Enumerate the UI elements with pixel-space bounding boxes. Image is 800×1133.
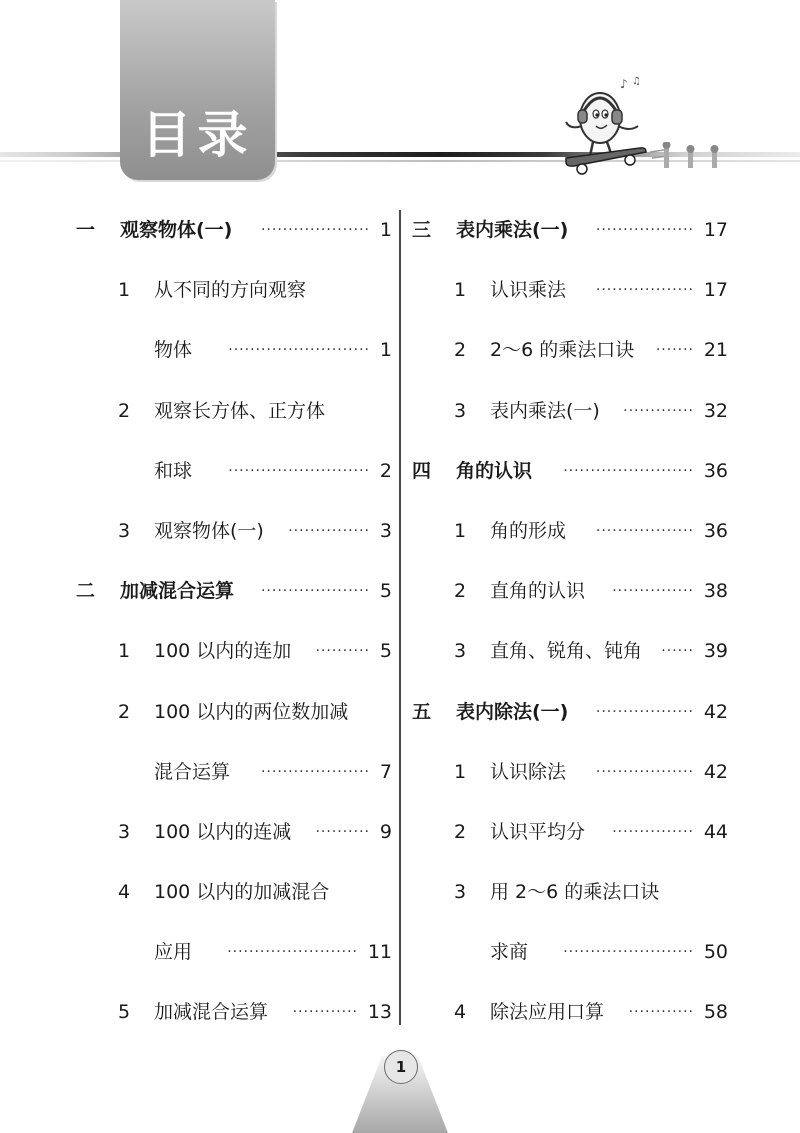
page-ref: 38 <box>703 580 728 603</box>
toc-right-entry-7 <box>412 621 728 681</box>
section-number: 2 <box>118 399 131 422</box>
section-title: 认识乘法 <box>490 279 567 302</box>
toc-left-entry-9 <box>76 742 392 802</box>
section-number: 2 <box>454 820 467 843</box>
page-ref: 58 <box>703 1001 728 1024</box>
section-number: 1 <box>454 519 467 542</box>
toc-right-entry-12 <box>412 922 728 982</box>
section-title: 认识平均分 <box>490 820 586 843</box>
decorative-ticks <box>660 142 740 172</box>
dot-leader: ··············· <box>612 583 694 600</box>
toc-left-entry-10 <box>76 802 392 862</box>
column-divider <box>399 210 401 1025</box>
section-number: 2 <box>118 700 131 723</box>
page-ref: 17 <box>703 219 728 241</box>
toc-left-entry-5 <box>76 501 392 561</box>
toc-left-column <box>76 200 392 1043</box>
toc-right-entry-13 <box>412 982 728 1042</box>
dot-leader: ············· <box>623 402 694 419</box>
toc-left-entry-11 <box>76 862 392 922</box>
chapter-title: 观察物体(一) <box>120 219 233 241</box>
chapter-number: 三 <box>412 219 432 241</box>
chapter-number: 二 <box>76 580 96 603</box>
page-ref: 44 <box>703 820 728 843</box>
toc-right-entry-0 <box>412 200 728 260</box>
section-title: 和球 <box>154 459 193 482</box>
toc-right-entry-5 <box>412 501 728 561</box>
page-ref: 17 <box>703 279 728 302</box>
page-ref: 9 <box>379 820 392 843</box>
section-title: 直角、锐角、钝角 <box>490 640 643 663</box>
section-number: 3 <box>454 881 467 904</box>
toc-right-entry-3 <box>412 381 728 441</box>
page-ref: 21 <box>703 339 728 362</box>
chapter-title: 加减混合运算 <box>120 580 235 603</box>
page-ref: 5 <box>379 580 392 603</box>
page-ref: 1 <box>379 339 392 362</box>
toc-right-entry-9 <box>412 742 728 802</box>
section-number: 1 <box>118 279 131 302</box>
dot-leader: ·················· <box>595 763 694 780</box>
toc-right-entry-2 <box>412 320 728 380</box>
dot-leader: ··············· <box>612 823 694 840</box>
page-ref: 42 <box>703 760 728 783</box>
dot-leader: ························ <box>563 462 694 479</box>
section-number: 3 <box>454 640 467 663</box>
section-number: 1 <box>454 760 467 783</box>
page-ref: 11 <box>367 941 392 964</box>
page-ref: 2 <box>379 459 392 482</box>
dot-leader: ···················· <box>260 763 370 780</box>
section-number: 4 <box>118 881 131 904</box>
dot-leader: ······ <box>661 643 694 660</box>
dot-leader: ···················· <box>260 222 370 238</box>
page-ref: 3 <box>379 519 392 542</box>
svg-text:♪: ♪ <box>620 77 628 91</box>
page-ref: 13 <box>367 1001 392 1024</box>
section-title: 从不同的方向观察 <box>154 279 307 302</box>
section-number: 3 <box>118 519 131 542</box>
section-title: 100 以内的两位数加减 <box>154 700 349 723</box>
dot-leader: ···················· <box>260 583 370 600</box>
toc-right-entry-10 <box>412 802 728 862</box>
dot-leader: ························ <box>563 944 694 961</box>
section-title: 加减混合运算 <box>154 1001 269 1024</box>
chapter-number: 五 <box>412 700 432 723</box>
section-title: 观察物体(一) <box>154 519 264 542</box>
toc-left-entry-3 <box>76 381 392 441</box>
section-title: 用 2～6 的乘法口诀 <box>490 881 660 904</box>
section-title: 100 以内的连加 <box>154 640 292 663</box>
section-number: 4 <box>454 1001 467 1024</box>
dot-leader: ············ <box>292 1004 358 1021</box>
chapter-number: 一 <box>76 219 96 241</box>
toc-left-entry-4 <box>76 441 392 501</box>
dot-leader: ························ <box>227 944 358 961</box>
dot-leader: ·················· <box>595 282 694 299</box>
dot-leader: ·················· <box>595 703 694 720</box>
toc-left-entry-6 <box>76 561 392 621</box>
section-title: 求商 <box>490 941 529 964</box>
toc-left-entry-0 <box>76 200 392 260</box>
page-ref: 7 <box>379 760 392 783</box>
toc-left-entry-7 <box>76 621 392 681</box>
section-title: 2～6 的乘法口诀 <box>490 339 635 362</box>
title-tab <box>120 0 275 180</box>
svg-text:♫: ♫ <box>632 76 641 87</box>
toc-left-entry-8 <box>76 682 392 742</box>
page-ref: 32 <box>703 399 728 422</box>
toc-right-entry-1 <box>412 260 728 320</box>
page-ref: 42 <box>703 700 728 723</box>
toc-right-entry-6 <box>412 561 728 621</box>
page-ref: 50 <box>703 941 728 964</box>
toc-right-entry-11 <box>412 862 728 922</box>
dot-leader: ·························· <box>228 342 370 359</box>
dot-leader: ··············· <box>288 522 370 539</box>
chapter-title: 表内除法(一) <box>456 700 569 723</box>
dot-leader: ·················· <box>595 522 694 539</box>
page-ref: 36 <box>703 519 728 542</box>
toc-left-entry-2 <box>76 320 392 380</box>
dot-leader: ·························· <box>228 462 370 479</box>
toc-right-column <box>412 200 728 1043</box>
toc-left-entry-12 <box>76 922 392 982</box>
toc-right-entry-8 <box>412 682 728 742</box>
section-number: 3 <box>118 820 131 843</box>
section-number: 5 <box>118 1001 131 1024</box>
dot-leader: ······· <box>655 342 694 359</box>
dot-leader: ·········· <box>315 823 370 840</box>
section-title: 观察长方体、正方体 <box>154 399 326 422</box>
section-title: 应用 <box>154 941 193 964</box>
section-title: 物体 <box>154 339 193 362</box>
page-title: 目录 <box>141 106 254 164</box>
section-title: 直角的认识 <box>490 580 586 603</box>
page-ref: 1 <box>379 219 392 241</box>
section-title: 100 以内的加减混合 <box>154 881 330 904</box>
section-number: 2 <box>454 580 467 603</box>
chapter-number: 四 <box>412 459 432 482</box>
section-title: 混合运算 <box>154 760 231 783</box>
page-ref: 36 <box>703 459 728 482</box>
section-number: 1 <box>454 279 467 302</box>
toc-left-entry-1 <box>76 260 392 320</box>
dot-leader: ············ <box>628 1004 694 1021</box>
section-number: 2 <box>454 339 467 362</box>
page-ref: 5 <box>379 640 392 663</box>
page-number: 1 <box>384 1050 418 1084</box>
section-number: 1 <box>118 640 131 663</box>
dot-leader: ·········· <box>315 643 370 660</box>
section-title: 除法应用口算 <box>490 1001 605 1024</box>
chapter-title: 表内乘法(一) <box>456 219 569 241</box>
page-ref: 39 <box>703 640 728 663</box>
toc-left-entry-13 <box>76 982 392 1042</box>
dot-leader: ·················· <box>595 222 694 238</box>
section-title: 认识除法 <box>490 760 567 783</box>
section-number: 3 <box>454 399 467 422</box>
section-title: 100 以内的连减 <box>154 820 292 843</box>
chapter-title: 角的认识 <box>456 459 533 482</box>
toc-right-entry-4 <box>412 441 728 501</box>
section-title: 角的形成 <box>490 519 567 542</box>
section-title: 表内乘法(一) <box>490 399 600 422</box>
page-number-badge <box>352 1042 448 1133</box>
